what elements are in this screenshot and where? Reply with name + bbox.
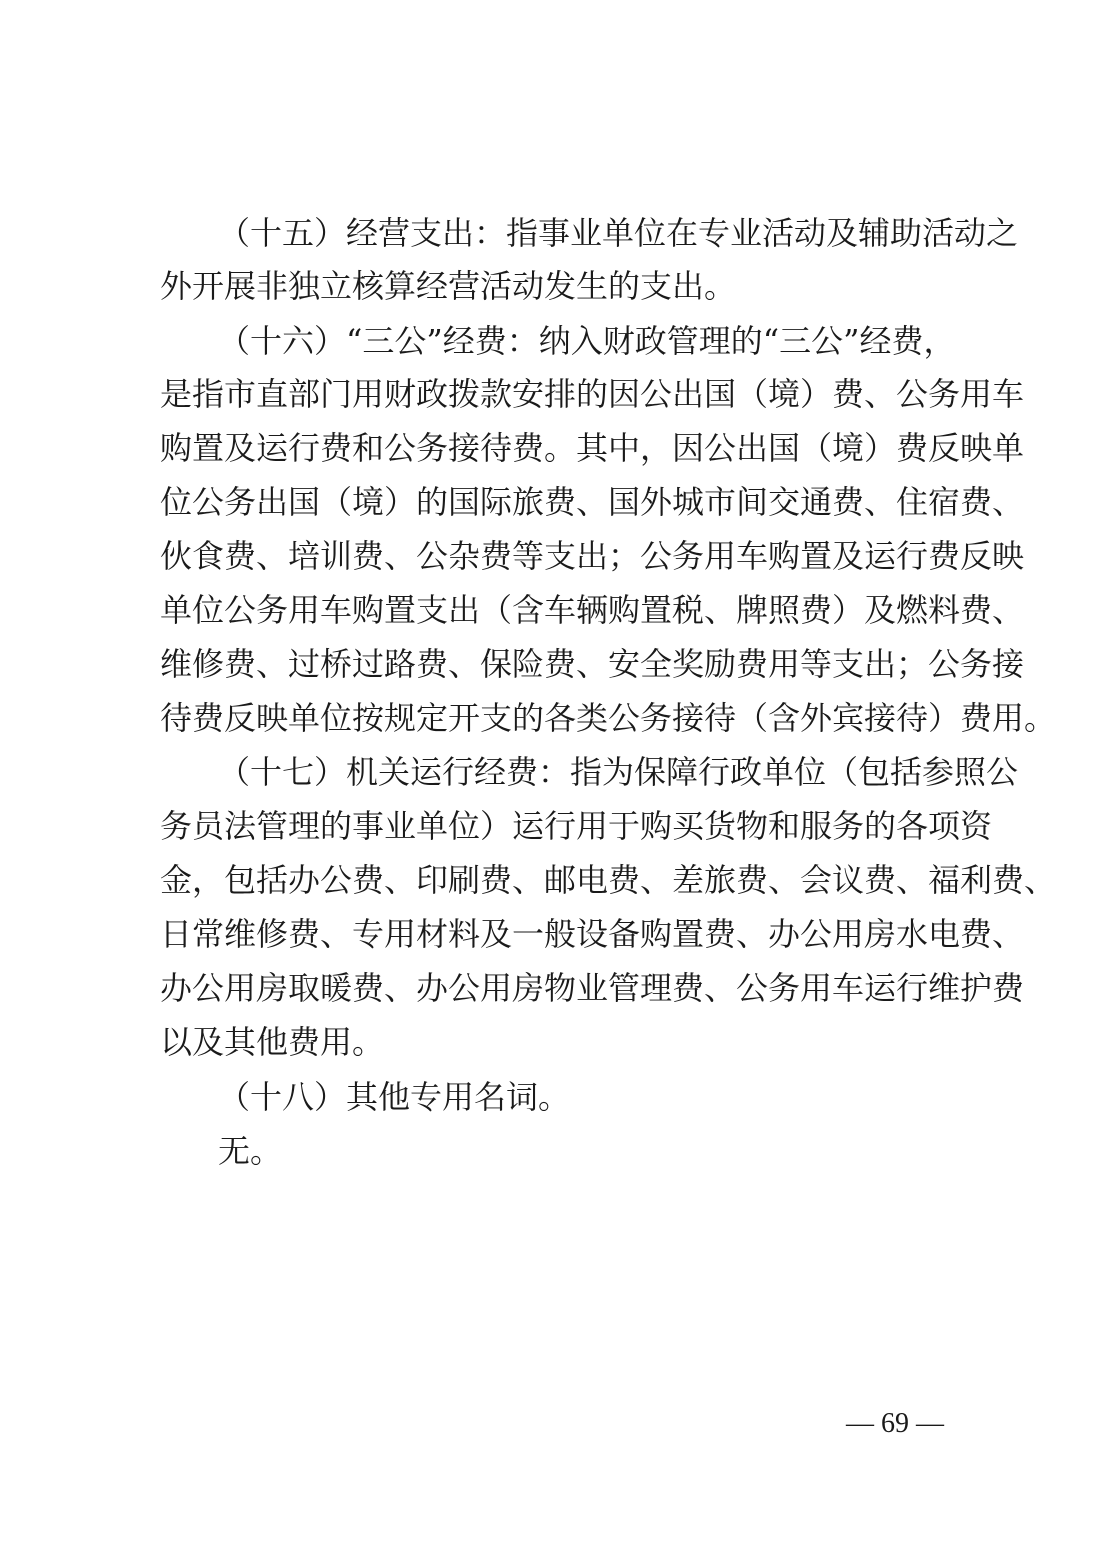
page-number: — 69 — (846, 1408, 944, 1439)
paragraph-17-line-6: 以及其他费用。 (160, 1023, 385, 1061)
paragraph-18-body: 无。 (218, 1132, 283, 1170)
paragraph-16-line-5: 伙食费、培训费、公杂费等支出；公务用车购置及运行费反映 (160, 537, 1025, 575)
paragraph-15-line-2: 外开展非独立核算经营活动发生的支出。 (160, 267, 737, 305)
paragraph-17-line-3: 金，包括办公费、印刷费、邮电费、差旅费、会议费、福利费、 (160, 861, 1057, 899)
paragraph-17-line-5: 办公用房取暖费、办公用房物业管理费、公务用车运行维护费 (160, 969, 1025, 1007)
paragraph-16-line-3: 购置及运行费和公务接待费。其中，因公出国（境）费反映单 (160, 429, 1025, 467)
paragraph-16-line-1: （十六）“三公”经费：纳入财政管理的“三公”经费， (218, 322, 956, 360)
paragraph-17-line-1: （十七）机关运行经费：指为保障行政单位（包括参照公 (218, 753, 1019, 791)
paragraph-16-line-7: 维修费、过桥过路费、保险费、安全奖励费用等支出；公务接 (160, 645, 1025, 683)
paragraph-17-line-2: 务员法管理的事业单位）运行用于购买货物和服务的各项资 (160, 807, 993, 845)
paragraph-16-line-8: 待费反映单位按规定开支的各类公务接待（含外宾接待）费用。 (160, 699, 1057, 737)
paragraph-16-line-4: 位公务出国（境）的国际旅费、国外城市间交通费、住宿费、 (160, 483, 1025, 521)
paragraph-17-line-4: 日常维修费、专用材料及一般设备购置费、办公用房水电费、 (160, 915, 1025, 953)
paragraph-15-line-1: （十五）经营支出：指事业单位在专业活动及辅助活动之 (218, 214, 1019, 252)
paragraph-18-heading: （十八）其他专用名词。 (218, 1078, 571, 1116)
paragraph-16-line-2: 是指市直部门用财政拨款安排的因公出国（境）费、公务用车 (160, 375, 1025, 413)
paragraph-16-line-6: 单位公务用车购置支出（含车辆购置税、牌照费）及燃料费、 (160, 591, 1025, 629)
